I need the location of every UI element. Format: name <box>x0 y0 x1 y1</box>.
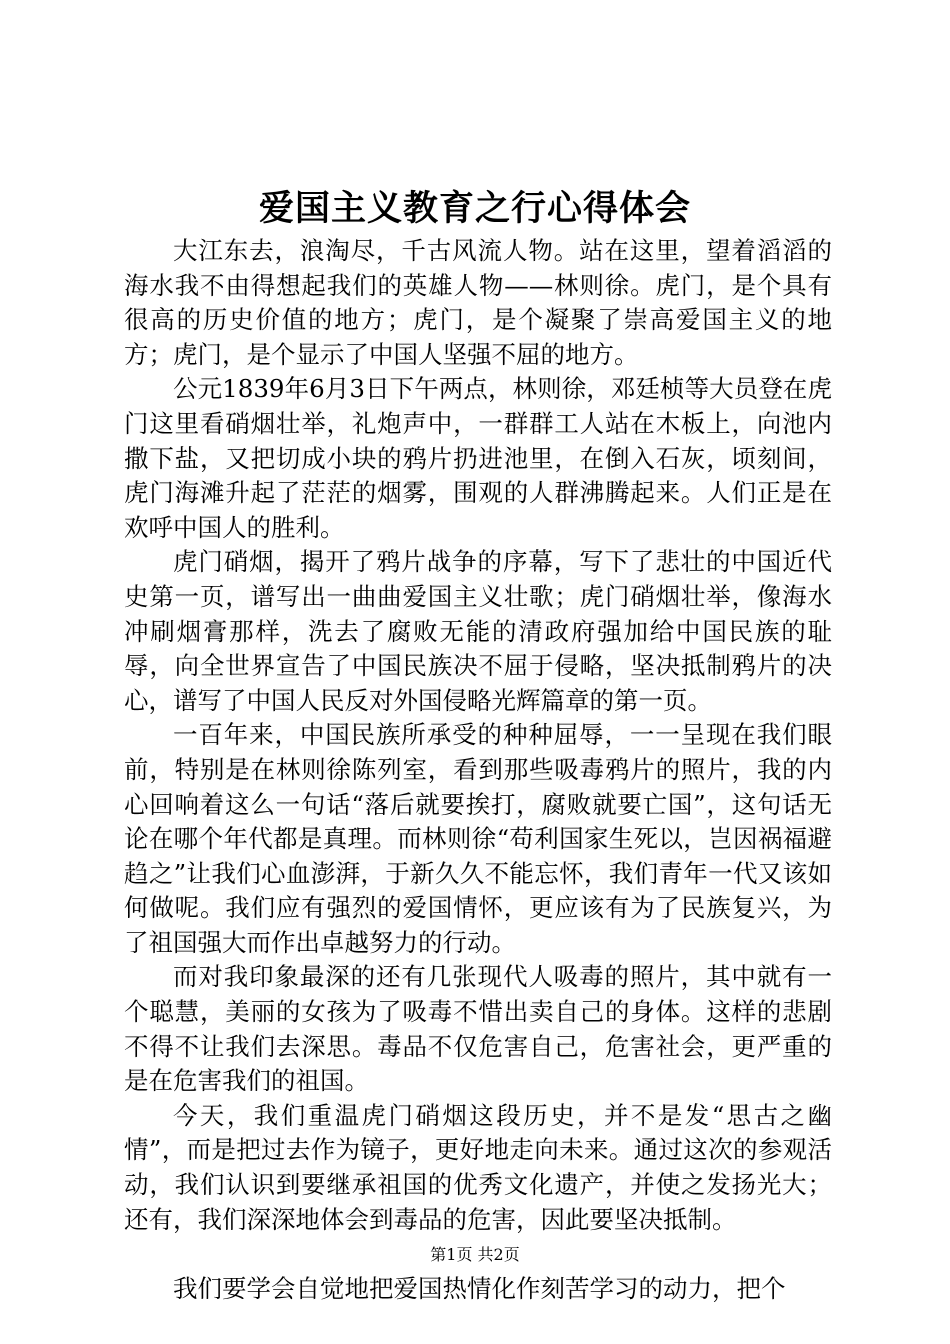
paragraph: 而对我印象最深的还有几张现代人吸毒的照片，其中就有一个聪慧，美丽的女孩为了吸毒不惜出卖自己的身体。这样的悲剧不得不让我们去深思。毒品不仅危害自己，危害社会，更严重的是在危害我们的祖国。 <box>124 962 832 1096</box>
paragraph: 公元1839年6月3日下午两点，林则徐，邓廷桢等大员登在虎门这里看硝烟壮举，礼炮声中，一群群工人站在木板上，向池内撒下盐，又把切成小块的鸦片扔进池里，在倒入石灰，顷刻间，虎门海滩升起了茫茫的烟雾，围观的人群沸腾起来。人们正是在欢呼中国人的胜利。 <box>124 374 832 542</box>
paragraph: 大江东去，浪淘尽，千古风流人物。站在这里，望着滔滔的海水我不由得想起我们的英雄人物——林则徐。虎门，是个具有很高的历史价值的地方；虎门，是个凝聚了崇高爱国主义的地方；虎门，是个显示了中国人坚强不屈的地方。 <box>124 236 832 369</box>
paragraph: 虎门硝烟，揭开了鸦片战争的序幕，写下了悲壮的中国近代史第一页，谱写出一曲曲爱国主义壮歌；虎门硝烟壮举，像海水冲刷烟膏那样，洗去了腐败无能的清政府强加给中国民族的耻辱，向全世界宣告了中国民族决不屈于侵略，坚决抵制鸦片的决心，谱写了中国人民反对外国侵略光辉篇章的第一页。 <box>124 547 832 715</box>
document-body <box>124 234 832 1306</box>
document-title: 爱国主义教育之行心得体会 <box>258 188 691 229</box>
paragraph: 一百年来，中国民族所承受的种种屈辱，一一呈现在我们眼前，特别是在林则徐陈列室，看到那些吸毒鸦片的照片，我的内心回响着这么一句话“落后就要挨打，腐败就要亡国”，这句话无论在哪个年代都是真理。而林则徐“苟利国家生死以，岂因祸福避趋之”让我们心血澎湃，于新久久不能忘怀，我们青年一代又该如何做呢。我们应有强烈的爱国情怀，更应该有为了民族复兴，为了祖国强大而作出卓越努力的行动。 <box>124 720 832 957</box>
paragraph: 我们要学会自觉地把爱国热情化作刻苦学习的动力，把个 <box>173 1273 786 1303</box>
page-number-footer: 第1页 共2页 <box>430 1245 520 1264</box>
paragraph: 今天，我们重温虎门硝烟这段历史，并不是发“思古之幽情”，而是把过去作为镜子，更好地走向未来。通过这次的参观活动，我们认识到要继承祖国的优秀文化遗产，并使之发扬光大；还有，我们深深地体会到毒品的危害，因此要坚决抵制。 <box>124 1100 832 1234</box>
